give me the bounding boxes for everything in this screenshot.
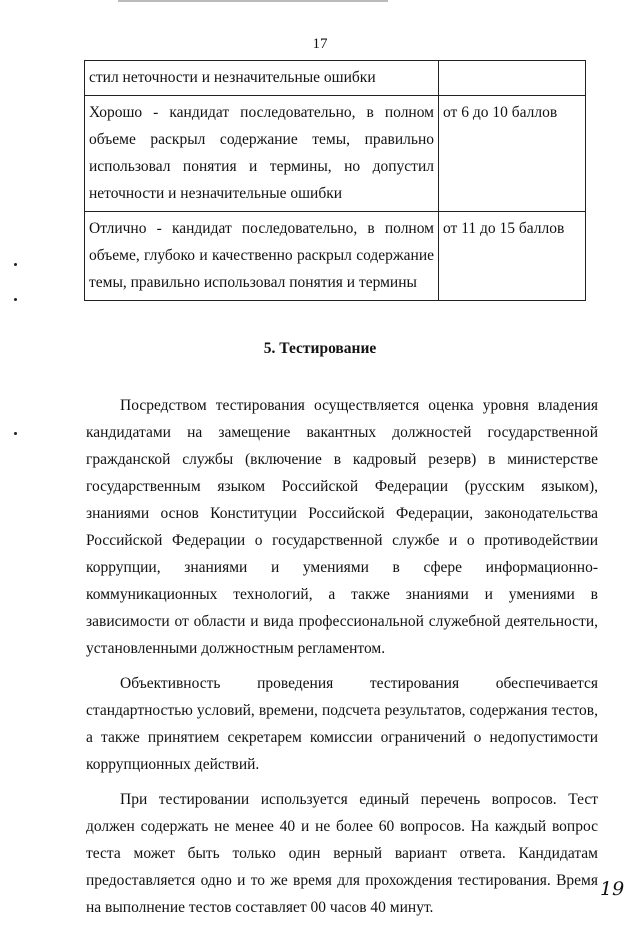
scan-speck [14, 298, 17, 301]
paragraph: При тестировании используется единый перечень вопросов. Тест должен содержать не менее 40 и не более 60 вопросов. На каждый вопрос теста может быть только один верный вариант ответа. Кандидатам предоставляется одно и то же время для прохождения тестирования. Время на выполнение тестов составляет 00 часов 40 минут. [86, 791, 598, 916]
body-text [86, 392, 598, 929]
table-cell-score [439, 61, 586, 96]
paragraph: Посредством тестирования осуществляется оценка уровня владения кандидатами на замещение вакантных должностей государственной гражданской службы (включение в кадровый резерв) в министерстве государственным языком Российской Федерации (русским языком), знаниями основ Конституции Российской Федерации, законодательства Российской Федерации о государственной службе и о противодействии коррупции, знаниями и умениями в сфере информационно-коммуникационных технологий, а также знаниями и умениями в зависимости от области и вида профессиональной служебной деятельности, установленными должностным регламентом. [86, 397, 598, 657]
scan-speck [14, 432, 17, 435]
table-cell-score: от 11 до 15 баллов [439, 212, 586, 301]
table-cell-description: Отлично - кандидат последовательно, в полном объеме, глубоко и качественно раскрыл содержание темы, правильно использовал понятия и термины [85, 212, 439, 301]
scan-edge-line [118, 0, 388, 2]
paragraph: Объективность проведения тестирования обеспечивается стандартностью условий, времени, подсчета результатов, содержания тестов, а также принятием секретарем комиссии ограничений о недопустимости коррупционных действий. [86, 675, 598, 773]
section-title: 5. Тестирование [263, 340, 377, 357]
table-cell-description: Хорошо - кандидат последовательно, в полном объеме раскрыл содержание темы, правильно использовал понятия и термины, но допустил неточности и незначительные ошибки [85, 96, 439, 212]
grading-table [84, 60, 586, 301]
page-number: 17 [312, 36, 328, 52]
table-row [85, 61, 586, 96]
table-cell-description: стил неточности и незначительные ошибки [85, 61, 439, 96]
table-row [85, 212, 586, 301]
handwritten-page-number: 19 [600, 878, 625, 900]
table-cell-score: от 6 до 10 баллов [439, 96, 586, 212]
table-row [85, 96, 586, 212]
scan-speck [14, 263, 17, 266]
